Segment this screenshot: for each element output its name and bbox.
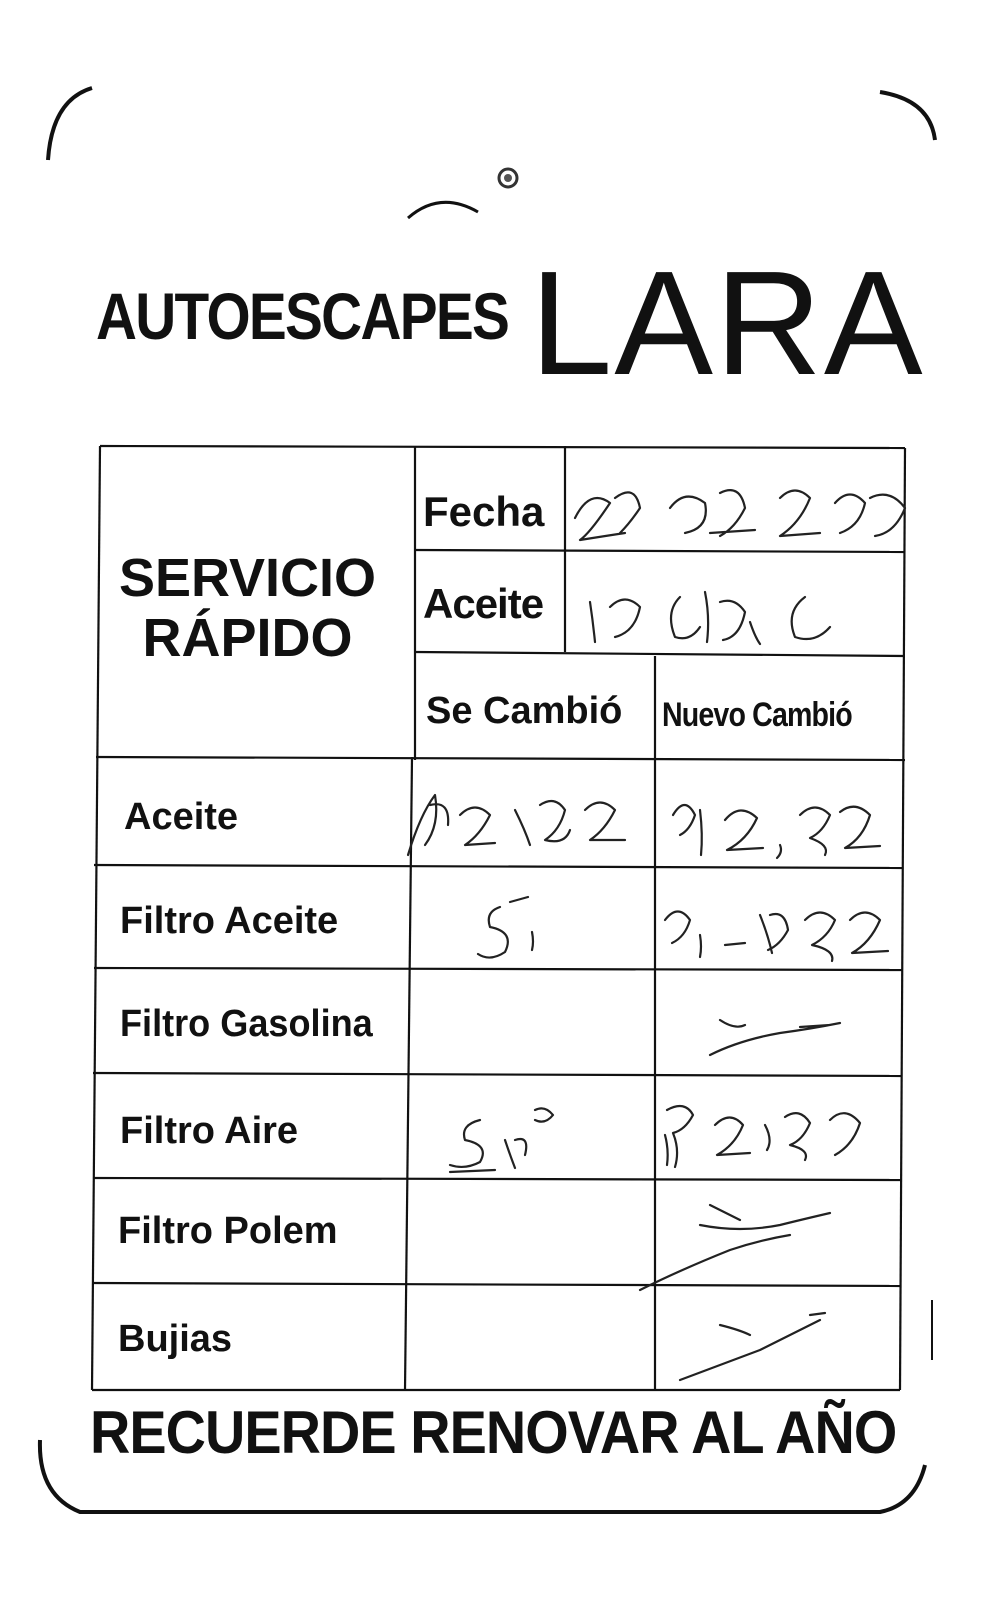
handwritten-bujias-mark	[660, 1305, 840, 1390]
row-label-filtro-aire: Filtro Aire	[120, 1110, 299, 1152]
row-label-filtro-aceite: Filtro Aceite	[120, 900, 339, 942]
se-cambio-header: Se Cambió	[426, 690, 623, 732]
handwritten-aceite-nuevo-cambio	[665, 790, 905, 865]
row-label-bujias: Bujias	[118, 1318, 233, 1360]
fecha-label: Fecha	[423, 488, 545, 535]
handwritten-filtro-gasolina-mark	[700, 1005, 860, 1065]
handwritten-filtro-aceite-nuevo-cambio	[660, 895, 900, 970]
brand-name-lara: LARA	[530, 241, 925, 406]
service-title-line1: SERVICIO	[118, 548, 377, 608]
handwritten-aceite-type	[585, 582, 885, 652]
handwritten-filtro-aire-se-cambio	[445, 1100, 575, 1180]
row-label-filtro-polem: Filtro Polem	[118, 1210, 338, 1252]
brand-name-autoescapes: AUTOESCAPES	[96, 279, 509, 353]
service-title-line2: RÁPIDO	[142, 608, 353, 668]
service-title	[95, 548, 400, 668]
handwritten-fecha	[570, 478, 930, 548]
nuevo-cambio-header: Nuevo Cambió	[662, 696, 852, 734]
handwritten-filtro-polem-mark	[620, 1195, 840, 1295]
aceite-type-label: Aceite	[423, 580, 544, 627]
handwritten-aceite-se-cambio	[400, 785, 640, 865]
handwritten-filtro-aceite-se-cambio	[470, 892, 570, 967]
row-label-aceite: Aceite	[124, 796, 239, 838]
renewal-reminder: RECUERDE RENOVAR AL AÑO	[90, 1399, 897, 1466]
row-label-filtro-gasolina: Filtro Gasolina	[120, 1003, 373, 1045]
handwritten-filtro-aire-nuevo-cambio	[655, 1095, 895, 1175]
